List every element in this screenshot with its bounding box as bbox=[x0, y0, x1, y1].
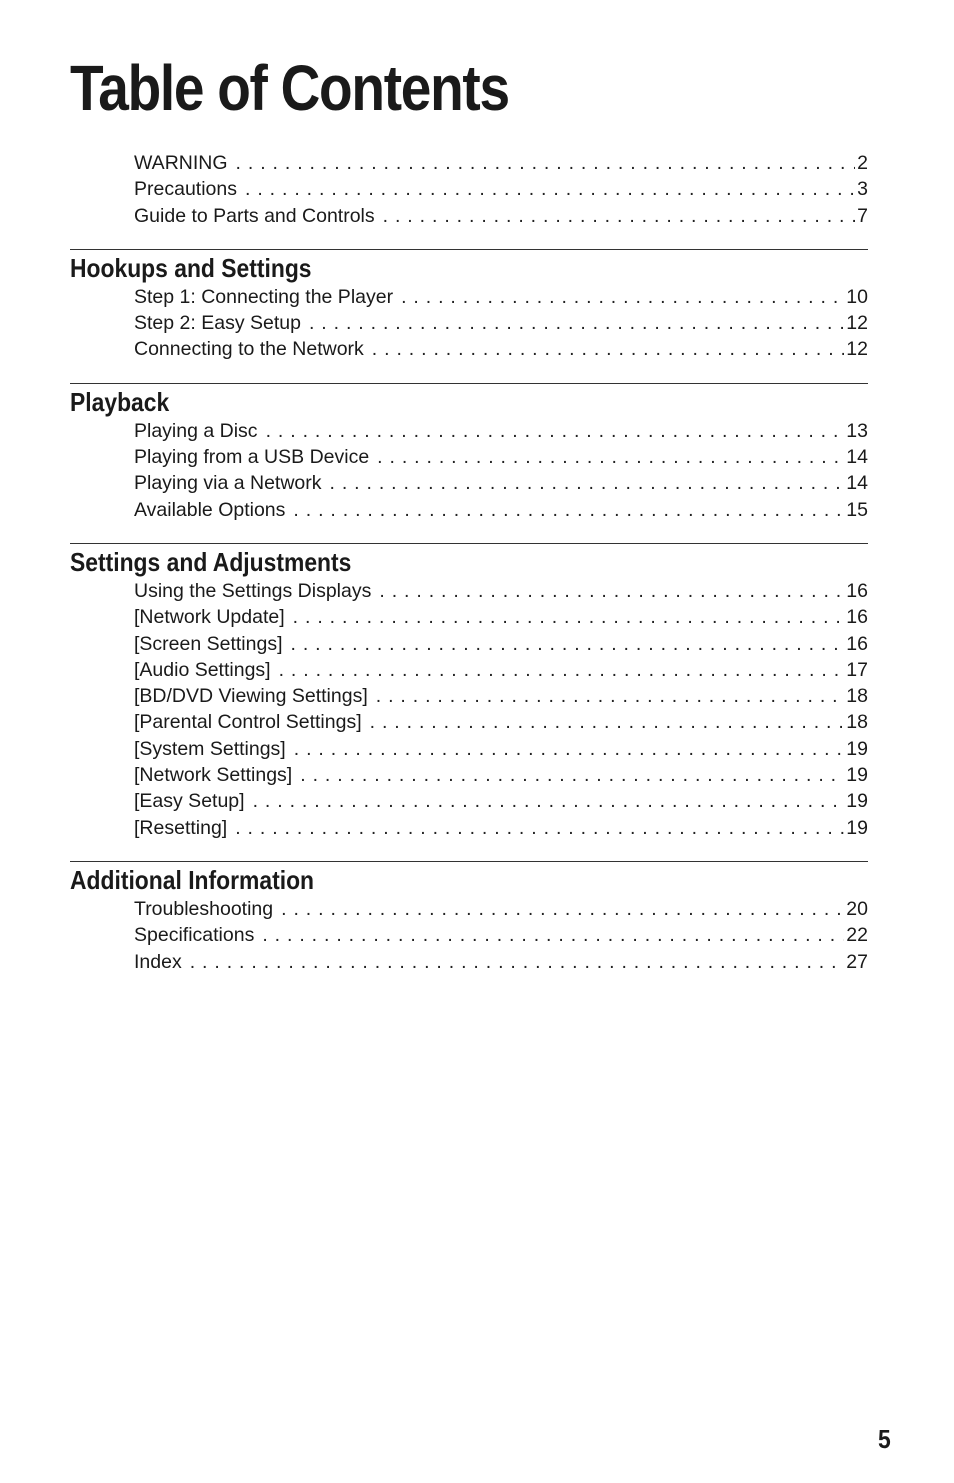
toc-entry[interactable] bbox=[70, 788, 868, 814]
dot-leader bbox=[300, 762, 844, 788]
dot-leader bbox=[281, 896, 844, 922]
dot-leader bbox=[376, 683, 845, 709]
toc-entry[interactable] bbox=[70, 150, 868, 176]
dot-leader bbox=[245, 176, 855, 202]
toc-entry-label: Troubleshooting bbox=[134, 897, 274, 920]
toc-entry[interactable] bbox=[70, 631, 868, 657]
dot-leader bbox=[370, 709, 845, 735]
toc-entry-label: [Network Update] bbox=[134, 606, 285, 629]
toc-entry-label: Precautions bbox=[134, 178, 237, 201]
toc-entry-page: 12 bbox=[846, 338, 868, 361]
toc-entry-label: Playing from a USB Device bbox=[134, 446, 370, 469]
toc-entry-page: 16 bbox=[846, 632, 868, 655]
section-playback bbox=[70, 383, 868, 523]
toc-entry[interactable] bbox=[70, 736, 868, 762]
toc-entry-page: 19 bbox=[846, 816, 868, 839]
dot-leader bbox=[253, 788, 845, 814]
page-number: 5 bbox=[878, 1424, 891, 1454]
page-title: Table of Contents bbox=[70, 52, 509, 124]
dot-leader bbox=[235, 815, 844, 841]
dot-leader bbox=[379, 578, 844, 604]
section-additional-information bbox=[70, 861, 868, 975]
dot-leader bbox=[266, 418, 845, 444]
dot-leader bbox=[294, 736, 845, 762]
toc-entry-page: 18 bbox=[846, 685, 868, 708]
toc-entry-page: 17 bbox=[846, 658, 868, 681]
dot-leader bbox=[372, 336, 845, 362]
toc-entry[interactable] bbox=[70, 336, 868, 362]
toc-entry-label: [BD/DVD Viewing Settings] bbox=[134, 685, 368, 708]
toc-entry-label: Step 1: Connecting the Player bbox=[134, 285, 394, 308]
toc-entry-page: 10 bbox=[846, 285, 868, 308]
toc-entry-label: Playing via a Network bbox=[134, 472, 322, 495]
section-entries bbox=[70, 418, 868, 523]
toc-entry[interactable] bbox=[70, 949, 868, 975]
section-entries bbox=[70, 896, 868, 975]
dot-leader bbox=[293, 497, 844, 523]
toc-entry-label: Specifications bbox=[134, 924, 255, 947]
toc-entry[interactable] bbox=[70, 922, 868, 948]
toc-entry[interactable] bbox=[70, 896, 868, 922]
toc-entry[interactable] bbox=[70, 762, 868, 788]
toc-entry-page: 7 bbox=[857, 204, 868, 227]
dot-leader bbox=[190, 949, 845, 975]
toc-entry[interactable] bbox=[70, 470, 868, 496]
toc-entry-label: Guide to Parts and Controls bbox=[134, 204, 375, 227]
toc-entry-page: 22 bbox=[846, 924, 868, 947]
toc-entry[interactable] bbox=[70, 815, 868, 841]
dot-leader bbox=[236, 150, 856, 176]
toc-entry[interactable] bbox=[70, 709, 868, 735]
toc-entry-label: Using the Settings Displays bbox=[134, 579, 372, 602]
toc-entry-page: 20 bbox=[846, 897, 868, 920]
toc-entry-label: [System Settings] bbox=[134, 737, 286, 760]
toc-entry[interactable] bbox=[70, 604, 868, 630]
toc-entry[interactable] bbox=[70, 683, 868, 709]
section-title: Playback bbox=[70, 386, 170, 417]
table-of-contents bbox=[70, 150, 868, 975]
toc-entry[interactable] bbox=[70, 578, 868, 604]
toc-entry-page: 14 bbox=[846, 446, 868, 469]
toc-entry-label: Step 2: Easy Setup bbox=[134, 312, 301, 335]
toc-entry-label: [Screen Settings] bbox=[134, 632, 283, 655]
dot-leader bbox=[309, 310, 844, 336]
section-settings-and-adjustments bbox=[70, 543, 868, 841]
toc-entry-label: [Network Settings] bbox=[134, 764, 293, 787]
section-hookups-and-settings bbox=[70, 249, 868, 363]
toc-entry[interactable] bbox=[70, 203, 868, 229]
toc-entry[interactable] bbox=[70, 310, 868, 336]
toc-entry-label: [Resetting] bbox=[134, 816, 228, 839]
toc-entry[interactable] bbox=[70, 444, 868, 470]
section-entries bbox=[70, 578, 868, 841]
toc-entry-page: 19 bbox=[846, 790, 868, 813]
toc-entry-label: Index bbox=[134, 950, 182, 973]
dot-leader bbox=[330, 470, 845, 496]
toc-entry-page: 2 bbox=[857, 152, 868, 174]
toc-entry-page: 19 bbox=[846, 764, 868, 787]
dot-leader bbox=[383, 203, 856, 229]
toc-entry[interactable] bbox=[70, 176, 868, 202]
toc-entry-page: 27 bbox=[846, 950, 868, 973]
dot-leader bbox=[377, 444, 844, 470]
toc-entry-label: Playing a Disc bbox=[134, 419, 258, 442]
dot-leader bbox=[262, 922, 844, 948]
section-title: Additional Information bbox=[70, 864, 315, 895]
toc-entry-label: [Audio Settings] bbox=[134, 658, 271, 681]
toc-entry-label: WARNING bbox=[134, 152, 228, 174]
toc-entry-page: 13 bbox=[846, 419, 868, 442]
section-title: Hookups and Settings bbox=[70, 252, 312, 283]
toc-entry-page: 19 bbox=[846, 737, 868, 760]
toc-entry-label: [Parental Control Settings] bbox=[134, 711, 362, 734]
dot-leader bbox=[279, 657, 845, 683]
section-title: Settings and Adjustments bbox=[70, 546, 352, 577]
toc-entry-page: 12 bbox=[846, 312, 868, 335]
dot-leader bbox=[401, 284, 844, 310]
toc-entry[interactable] bbox=[70, 657, 868, 683]
toc-entry-label: Connecting to the Network bbox=[134, 338, 364, 361]
dot-leader bbox=[293, 604, 845, 630]
toc-entry[interactable] bbox=[70, 284, 868, 310]
dot-leader bbox=[291, 631, 845, 657]
toc-entry-page: 14 bbox=[846, 472, 868, 495]
intro-entries bbox=[70, 150, 868, 229]
toc-entry-page: 16 bbox=[846, 579, 868, 602]
toc-entry[interactable] bbox=[70, 497, 868, 523]
section-entries bbox=[70, 284, 868, 363]
toc-entry-page: 15 bbox=[846, 498, 868, 521]
toc-entry-page: 16 bbox=[846, 606, 868, 629]
toc-entry-label: Available Options bbox=[134, 498, 286, 521]
toc-entry[interactable] bbox=[70, 418, 868, 444]
toc-entry-page: 3 bbox=[857, 178, 868, 201]
toc-entry-label: [Easy Setup] bbox=[134, 790, 245, 813]
toc-entry-page: 18 bbox=[846, 711, 868, 734]
